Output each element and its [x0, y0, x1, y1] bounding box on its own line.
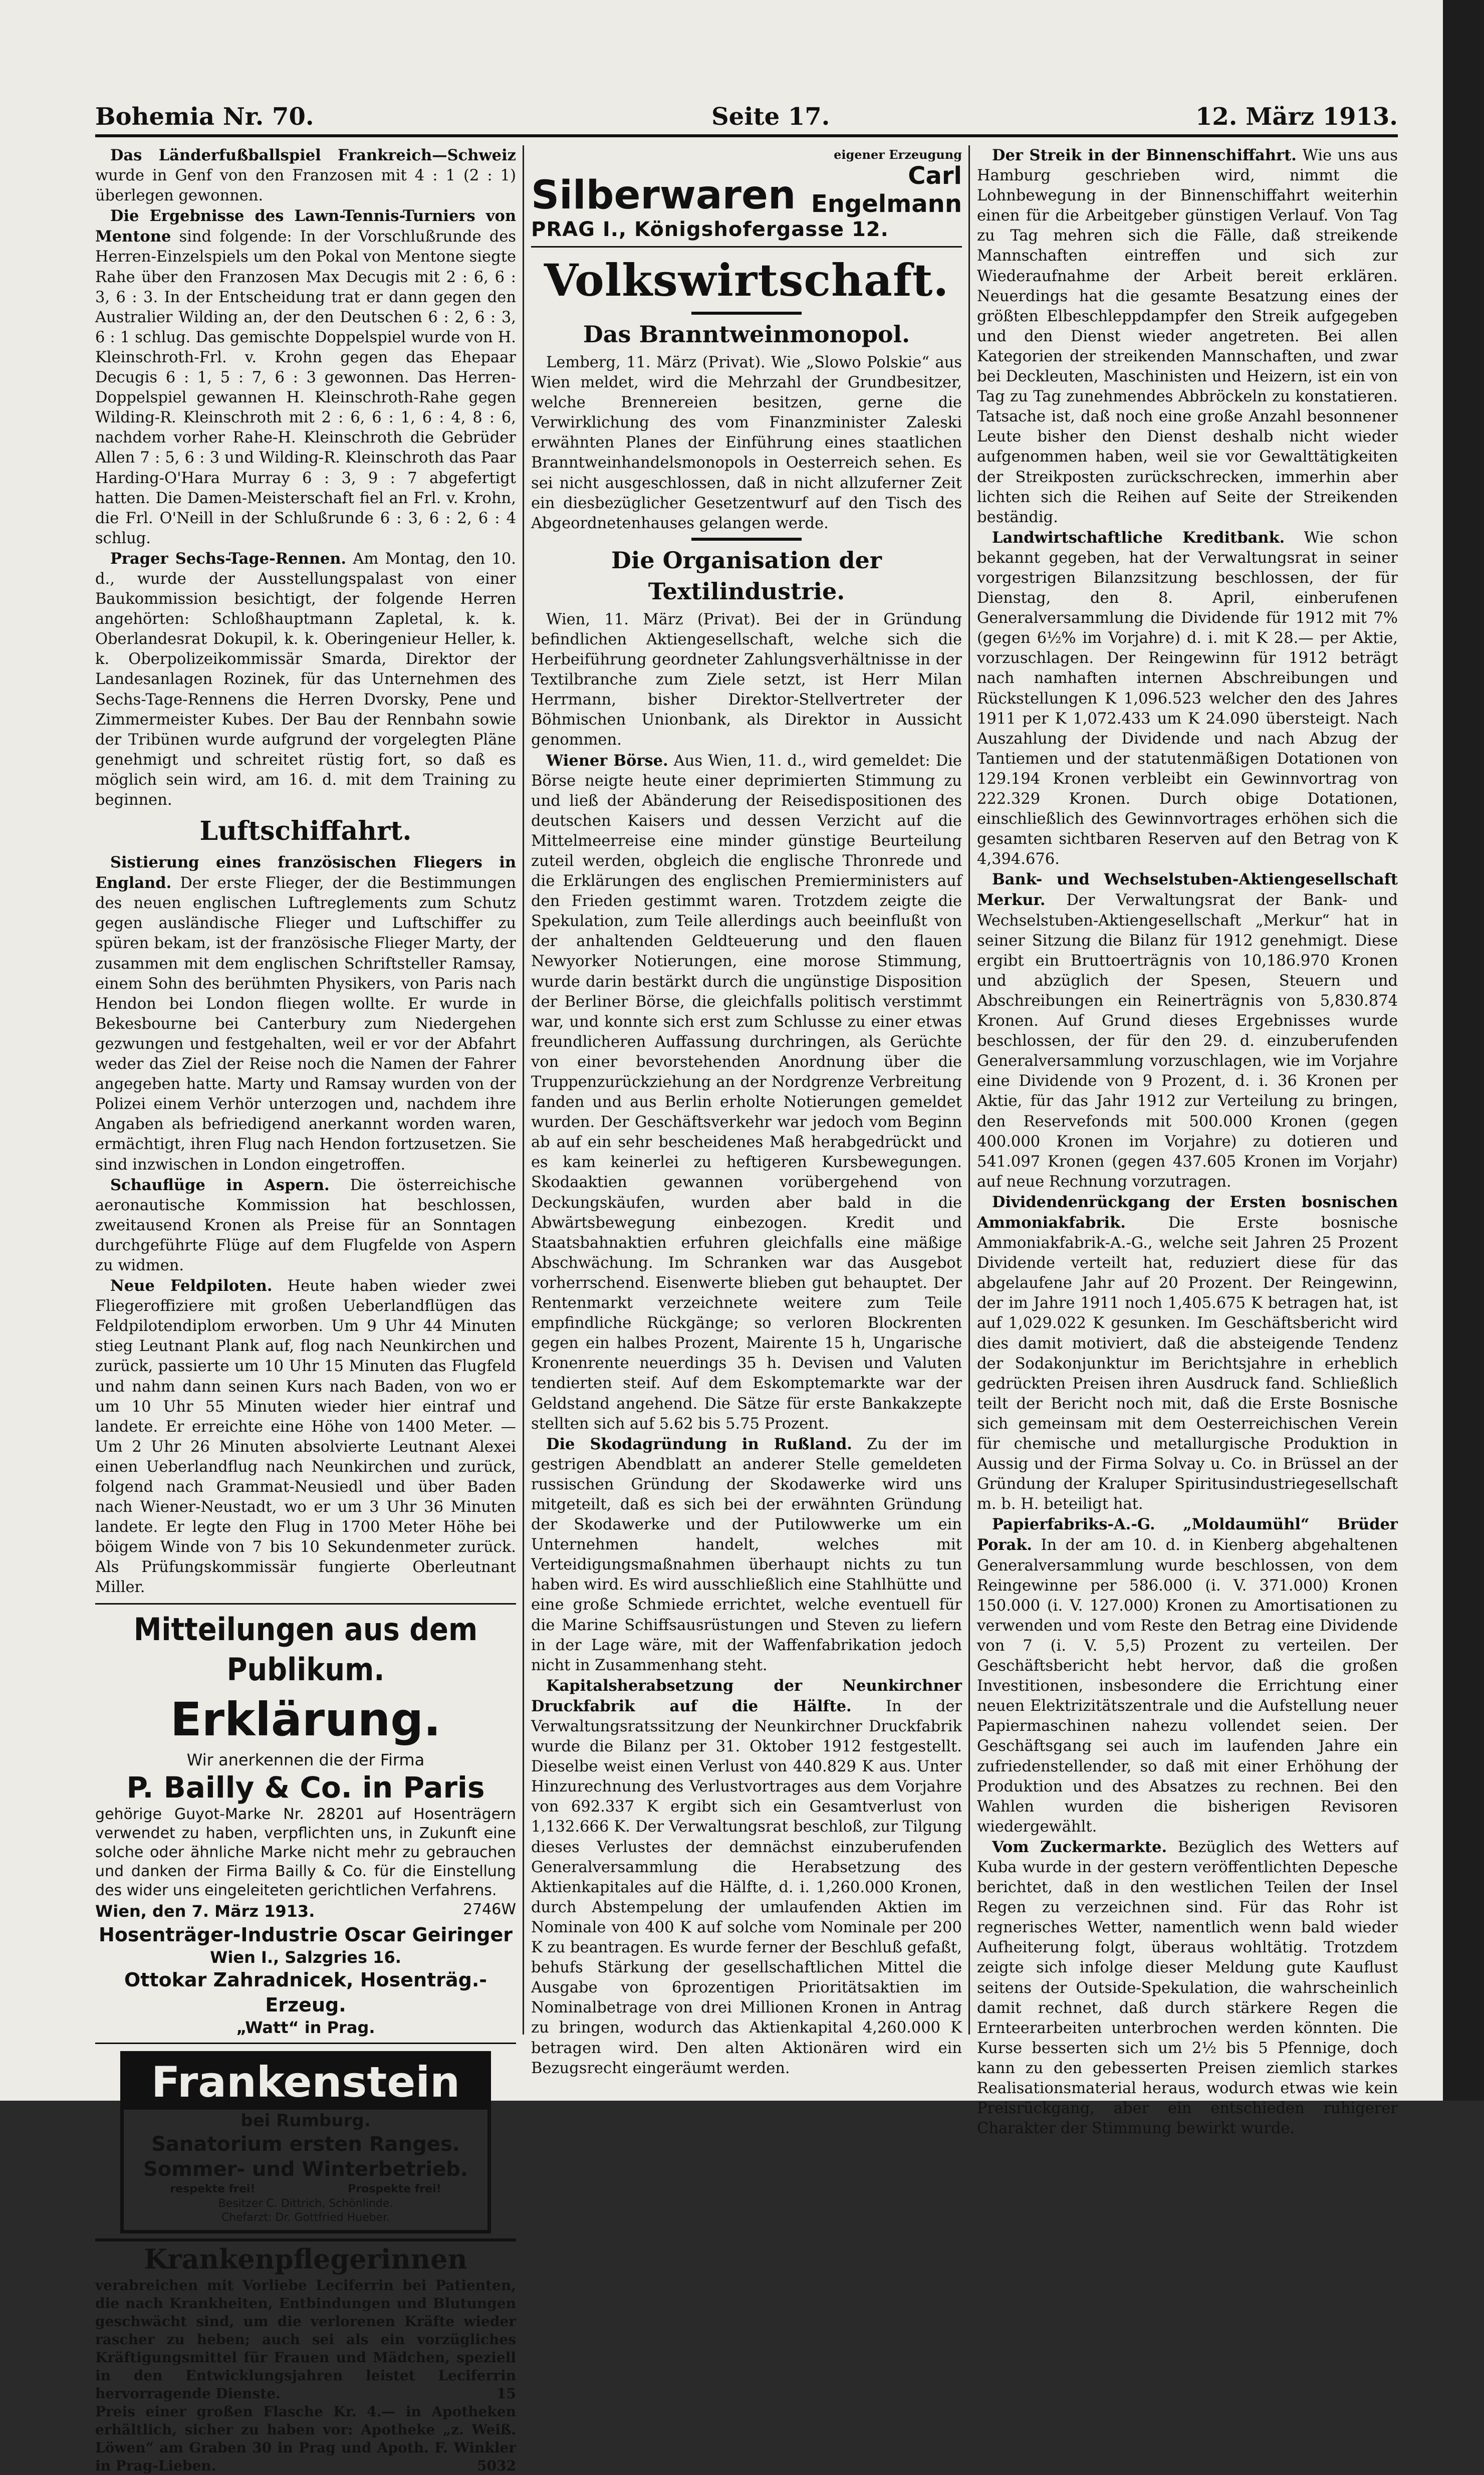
ad-text: gehörige Guyot-Marke Nr. 28201 auf Hosenträgern verwendet zu haben, verpflichten uns, in Zukunft eine solche oder ähnliche Marke nicht mehr zu gebrauchen und danken der Firma Bailly & Co. für die Einstellung des wider uns eingeleiteten gerichtlichen Verfahrens. 2746W — [95, 1805, 516, 1918]
ad-line: Sanatorium ersten Ranges. — [151, 2132, 460, 2156]
article-lead: Der Streik in der Binnenschiffahrt. — [992, 146, 1297, 164]
ad-heading: Krankenpflegerinnen — [95, 2238, 516, 2277]
article-paragraph — [531, 1676, 962, 2079]
ad-address: PRAG I., Königshofergasse 12. — [531, 218, 889, 241]
article-heading: Die Organisation der Textilindustrie. — [611, 546, 882, 605]
page-header — [95, 103, 1398, 138]
ad-signature-address: „Watt“ in Prag. — [236, 2017, 375, 2037]
column-divider — [523, 145, 524, 2035]
article-paragraph — [531, 751, 962, 1434]
article-paragraph — [95, 1175, 516, 1276]
column-divider — [968, 145, 970, 2035]
article-lead: Kapitalsherabsetzung der Neunkirchner Druckfabrik auf die Hälfte. — [531, 1676, 962, 1715]
article-text: Zu der im gestrigen Abendblatt an anderer Stelle gemeldeten russischen Gründung der Skodawerke wird uns mitgeteilt, daß es sich bei der erwähnten Gründung der Skodawerke und der Putilowwerke um ein Unternehmen handelt, welches mit Verteidigungsmaßnahmen überhaupt nichts zu tun haben wird. Es wird ausschließlich eine Stahlhütte und eine große Schmiede errichtet, welche eventuell für die Marine Schiffsausrüstungen und Steven zu liefern in der Lage wäre, mit der Waffenfabrikation jedoch nicht in Zusammenhang steht. — [531, 1435, 962, 1674]
article-lead: Bank- und Wechselstuben-Aktiengesellschaft Merkur. — [977, 870, 1398, 910]
article-text: sind folgende: In der Vorschlußrunde des Herren-Einzelspiels um den Pokal von Mentone siegte Rahe über den Franzosen Max Decugis mit 2 : 6, 6 : 3, 6 : 3. In der Entscheidung trat er dann gegen den Australier Wilding an, der den Deutschen 6 : 2, 6 : 3, 6 : 1 schlug. Das gemischte Doppelspiel wurde von H. Kleinschroth-Frl. v. Krohn gegen das Ehepaar Decugis 6 : 1, 5 : 7, 6 : 3 gewonnen. Das Herren-Doppelspiel gewannen H. Kleinschroth-Rahe gegen Wilding-R. Kleinschroth mit 2 : 6, 6 : 1, 6 : 4, 8 : 6, nachdem vorher Rahe-H. Kleinschroth die Gebrüder Allen 7 : 5, 6 : 3 und Wilding-R. Kleinschroth das Paar Harding-O'Hara Murray 6 : 3, 9 : 7 abgefertigt hatten. Die Damen-Meisterschaft fiel an Frl. v. Krohn, die Frl. O'Neill in der Schlußrunde 6 : 3, 6 : 2, 6 : 4 schlug. — [95, 228, 516, 547]
section-heading: Mitteilungen aus dem Publikum. — [133, 1611, 478, 1688]
article-lead: Papierfabriks-A.-G. „Moldaumühl“ Brüder Porak. — [977, 1515, 1398, 1554]
ad-code: 2746W — [462, 1900, 516, 1918]
article-lead: Prager Sechs-Tage-Rennen. — [110, 549, 347, 568]
scan-border — [1443, 0, 1484, 2101]
article-text: Bezüglich des Wetters auf Kuba wurde in der gestern veröffentlichten Depesche berichtet, daß in den westlichen Teilen der Insel Regen zu verzeichnen sind. Für das Rohr ist regnerisches Wetter, namentlich wenn bald wieder Aufheiterung folgt, überaus wohltätig. Trotzdem zeigte sich infolge dieser Meldung gute Kauflust seitens der Outside-Spekulation, die wahrscheinlich damit rechnet, daß durch stärkere Regen die Ernteerarbeiten unterbrochen werden könnten. Die Kurse besserten sich um 2½ bis 5 Pfennige, doch kann zu den gebesserten Preisen ziemlich starkes Realisationsmaterial heraus, wodurch etwas wie kein Preisrückgang, aber ein entschieden ruhigerer Charakter der Stimmung bewirkt wurde. — [977, 1838, 1398, 2138]
article-paragraph — [977, 145, 1398, 528]
ad-signature: Ottokar Zahradnicek, Hosenträg.-Erzeug. — [124, 1968, 487, 2016]
article-text: wurde in Genf von den Franzosen mit 4 : 1 (2 : 1) überlegen gewonnen. — [95, 167, 516, 205]
ad-line: Besitzer C. Dittrich, Schönlinde. — [218, 2197, 393, 2210]
header-rule — [95, 134, 1398, 137]
article-lead: Dividendenrückgang der Ersten bosnischen Ammoniakfabrik. — [977, 1193, 1398, 1232]
ad-title: Silberwaren — [531, 173, 796, 218]
ad-text: Preis einer großen Flasche Kr. 4.— in Apotheken erhältlich, sicher zu haben vor: Apotheke „z. Weiß. Löwen“ am Graben 30 in Prag und Apoth. F. Winkler in Prag-Lieben. 5032 — [95, 2403, 516, 2474]
header-date: 12. März 1913. — [1195, 103, 1398, 131]
ad-firm: Carl Engelmann — [811, 162, 962, 218]
column-left — [95, 145, 517, 2474]
ad-signature: Hosenträger-Industrie Oscar Geiringer — [99, 1923, 513, 1946]
article-paragraph — [977, 1514, 1398, 1837]
ad-code: 15 — [497, 2385, 516, 2402]
article-lead: Das Länderfußballspiel Frankreich—Schweiz — [110, 146, 516, 164]
divider — [95, 2043, 516, 2044]
ad-line: eigener Erzeugung — [834, 147, 962, 162]
ad-block — [95, 1750, 516, 1805]
ad-line: bei Rumburg. — [240, 2110, 371, 2131]
article-lead: Die Ergebnisse des Lawn-Tennis-Turniers von Mentone — [95, 207, 516, 246]
ad-code: 5032 — [477, 2457, 516, 2474]
article-paragraph — [977, 869, 1398, 1192]
header-page-number: Seite 17. — [711, 103, 830, 131]
ad-firm: P. Bailly & Co. in Paris — [126, 1770, 485, 1805]
ad-heading: Erklärung. — [170, 1692, 441, 1746]
article-paragraph: Lemberg, 11. März (Privat). Wie „Slowo Polskie“ aus Wien meldet, wird die Mehrzahl der Grundbesitzer, welche Brennereien besitzen, gerne die Verwirklichung des vom Finanzminister Zaleski erwähnten Planes der Einführung eines staatlichen Branntweinhandelsmonopols in Oesterreich sehen. Es sei nicht ausgeschlossen, daß in nicht allzuferner Zeit ein diesbezüglicher Gesetzentwurf auf den Tisch des Abgeordnetenhauses gelangen werde. — [531, 354, 962, 532]
ad-line: Sommer- und Winterbetrieb. — [143, 2157, 468, 2181]
article-text: Die österreichische aeronautische Kommission hat beschlossen, zweitausend Kronen als Preise für an Sonntagen durchgeführte Flüge auf dem Flugfelde von Aspern zu widmen. — [95, 1176, 517, 1274]
ad-title: Frankenstein — [124, 2055, 487, 2110]
article-paragraph — [95, 145, 516, 206]
silverware-ad — [531, 145, 962, 248]
article-paragraph — [95, 549, 516, 810]
article-lead: Landwirtschaftliche Kreditbank. — [992, 528, 1285, 547]
section-heading: Volkswirtschaft. — [544, 254, 949, 306]
article-text: Heute haben wieder zwei Fliegeroffiziere mit großen Ueberlandflügen das Feldpilotendiplom erworben. Um 9 Uhr 44 Minuten stieg Leutnant Plank auf, flog nach Neunkirchen und zurück, passierte um 10 Uhr 15 Minuten das Flugfeld und nahm dann seinen Kurs nach Baden, von wo er um 10 Uhr 55 Minuten wieder hier eintraf und landete. Er erreichte eine Höhe von 1400 Meter. — Um 2 Uhr 26 Minuten absolvierte Leutnant Alexei einen Ueberlandflug nach Neunkirchen und zurück, folgend nach Grammat-Neusiedl und über Baden nach Wiener-Neustadt, wo er um 3 Uhr 36 Minuten landete. Er legte den Flug in 1700 Meter Höhe bei böigem Winde von 7 bis 10 Sekundenmeter zurück. Als Prüfungskommissär fungierte Oberleutnant Miller. — [95, 1277, 516, 1597]
article-lead: Vom Zuckermarkte. — [992, 1838, 1167, 1856]
article-text: Der Verwaltungsrat der Bank- und Wechselstuben-Aktiengesellschaft „Merkur“ hat in seiner Sitzung die Bilanz für 1912 genehmigt. Diese ergibt ein Bruttoerträgnis von 10,186.970 Kronen und abzüglich der Spesen, Steuern und Abschreibungen ein Reinerträgnis von 5,830.874 Kronen. Auf Grund dieses Ergebnisses wurde beschlossen, der für den 29. d. einzuberufenden Generalversammlung vorzuschlagen, wie im Vorjahre eine Dividende von 9 Prozent, d. i. 36 Kronen per Aktie, für das Jahr 1912 zur Verteilung zu bringen, den Reservefonds mit 500.000 Kronen (gegen 400.000 Kronen im Vorjahre) zu dotieren und 541.097 Kronen (gegen 437.605 Kronen im Vorjahr) auf neue Rechnung vorzutragen. — [977, 891, 1398, 1191]
article-paragraph — [977, 528, 1398, 870]
article-paragraph — [531, 1434, 962, 1676]
article-text: Wie schon bekannt gegeben, hat der Verwaltungsrat in seiner vorgestrigen Bilanzsitzung beschlossen, der für Dienstag, den 8. April, einberufenen Generalversammlung die Dividende für 1912 mit 7% (gegen 6½% im Vorjahre) d. i. mit K 28.— per Aktie, vorzuschlagen. Der Reingewinn für 1912 beträgt nach namhaften internen Abschreibungen und Rückstellungen K 1,096.523 welcher den des Jahres 1911 per K 1,072.433 um K 24.090 übersteigt. Nach Auszahlung der Dividende und nach Abzug der Tantiemen und der statutenmäßigen Dotationen von 129.194 Kronen verbleibt ein Gewinnvortrag von 222.329 Kronen. Durch obige Dotationen, einschließlich des Gewinnvortrages erhöhen sich die gesamten sichtbaren Reserven auf den Betrag von K 4,394.676. — [977, 529, 1398, 868]
frankenstein-ad — [120, 2051, 491, 2233]
ad-text: verabreichen mit Vorliebe Leciferrin bei Patienten, die nach Krankheiten, Entbindungen und Blutungen geschwächt sind, um die verlorenen Kräfte wieder rascher zu heben; auch sei als ein vorzügliches Kräftigungsmittel für Frauen und Mädchen, speziell in den Entwicklungsjahren leistet Leciferrin hervorragende Dienste. 15 — [95, 2277, 516, 2402]
article-paragraph — [977, 1837, 1398, 2139]
article-lead: Wiener Börse. — [546, 751, 668, 770]
ad-line: Wir anerkennen die der Firma — [186, 1750, 425, 1769]
article-lead: Sistierung eines französischen Fliegers in England. — [95, 853, 516, 892]
ad-line: Chefarzt: Dr. Gottfried Hueber. — [221, 2211, 390, 2224]
article-paragraph — [95, 206, 516, 549]
article-text: Am Montag, den 10. d., wurde der Ausstellungspalast von einer Baukommission besichtigt, der folgende Herren angehörten: Schloßhauptmann Zapletal, k. k. Oberlandesrat Dokupil, k. k. Oberingenieur Heller, k. k. Oberpolizeikommissär Smarda, Direktor der Landesanlagen Rozinek, für das Unternehmen des Sechs-Tage-Rennens die Herren Dvorsky, Pene und Zimmermeister Kubes. Der Bau der Rennbahn sowie der Tribünen wurde aufgrund der vorgelegten Pläne genehmigt und schreitet rüstig fort, so daß es möglich sein wird, am 16. d. mit dem Training zu beginnen. — [95, 550, 517, 809]
column-right — [977, 145, 1398, 2138]
divider — [95, 1603, 516, 1605]
article-text: Die Erste bosnische Ammoniakfabrik-A.-G., welche seit Jahren 25 Prozent Dividende verteilt hat, reduziert diese für das abgelaufene Jahr auf 20 Prozent. Der Reingewinn, der im Jahre 1911 noch 1,405.675 K betragen hat, ist auf 1,029.022 K gesunken. Im Geschäftsbericht wird dies damit motiviert, daß die absteigende Tendenz der Sodakonjunktur im Berichtsjahre in erheblich gedrückten Preisen ihren Ausdruck fand. Schließlich teilt der Bericht noch mit, daß die Erste Bosnische sich gemeinsam mit dem Oesterreichischen Verein für chemische und metallurgische Produktion in Aussig und der Firma Solvay u. Co. in Brüssel an der Gründung der Kraluper Spiritusindustriegesellschaft m. b. H. beteiligt hat. — [977, 1214, 1398, 1513]
article-text: Aus Wien, 11. d., wird gemeldet: Die Börse neigte heute einer deprimierten Stimmung zu und ließ der Abänderung der Reisedispositionen des deutschen Kaisers und dessen Verzicht auf die Mittelmeerreise eine minder günstige Beurteilung zuteil werden, obgleich die englische Thronrede und die Erklärungen des englischen Premierministers auf den Frieden gestimmt waren. Trotzdem zeigte die Spekulation, zum Teile allerdings auch beeinflußt von der anhaltenden Geldteuerung und den flauen Newyorker Notierungen, eine morose Stimmung, wurde darin bestärkt durch die ungünstige Disposition der Berliner Börse, die gleichfalls politisch verstimmt war, und konnte sich erst zum Schlusse zu einer etwas freundlicheren Auffassung durchringen, als Gerüchte von einer bevorstehenden Anordnung über die Truppenzurückziehung an der Nordgrenze Verbreitung fanden und aus Berlin erholte Notierungen gemeldet wurden. Der Geschäftsverkehr war jedoch vom Beginn ab auf ein sehr bescheidenes Maß herabgedrückt und es kam keinerlei zu heftigeren Kursbewegungen. Skodaaktien gewannen vorübergehend von Deckungskäufen, wurden aber bald in die Abwärtsbewegung einbezogen. Kredit und Staatsbahnaktien erfuhren gleichfalls eine mäßige Abschwächung. Im Schranken war das Ausgebot vorherrschend. Eisenwerte blieben gut behauptet. Der Rentenmarkt verzeichnete weitere zum Teile empfindliche Rückgänge; so verloren Blockrenten gegen ein halbes Prozent, Mairente 15 h, Ungarische Kronenrente neuerdings 35 h. Devisen und Valuten tendierten steif. Auf dem Eskomptemarkte war der Geldstand angehend. Die Sätze für erste Bankakzepte stellten sich auf 5.62 bis 5.75 Prozent. — [531, 752, 962, 1433]
divider — [691, 312, 802, 315]
ad-signature-address: Wien I., Salzgries 16. — [210, 1947, 401, 1967]
ad-date: Wien, den 7. März 1913. — [95, 1901, 315, 1921]
article-paragraph: Wien, 11. März (Privat). Bei der in Gründung befindlichen Aktiengesellschaft, welche sich die Herbeiführung geordneter Zahlungsverhältnisse in der Textilbranche zum Ziele setzt, ist Herr Milan Herrmann, bisher Direktor-Stellvertreter der Böhmischen Unionbank, als Direktor in Aussicht genommen. — [531, 610, 962, 749]
ad-line: respekte frei! Prospekte frei! — [170, 2182, 441, 2195]
article-lead: Die Skodagründung in Rußland. — [546, 1435, 852, 1453]
article-heading: Das Branntweinmonopol. — [583, 321, 910, 348]
article-lead: Neue Feldpiloten. — [110, 1277, 273, 1295]
article-paragraph — [95, 1276, 516, 1598]
article-paragraph — [95, 852, 516, 1175]
article-text: In der am 10. d. in Kienberg abgehaltenen Generalversammlung wurde beschlossen, von dem Reingewinne per 586.000 (i. V. 371.000) Kronen 150.000 (i. V. 127.000) Kronen zu Amortisationen zu verwenden und vom Reste den Betrag eine Dividende von 7 (i. V. 5,5) Prozent zu verteilen. Der Geschäftsbericht hebt hervor, daß die großen Investitionen, insbesondere die Errichtung einer neuen Elektrizitätszentrale und die Aufstellung neuer Papiermaschinen nahezu vollendet seien. Der Geschäftsgang sei auch im laufenden Jahre ein zufriedenstellender, so daß mit einer Erhöhung der Produktion und des Absatzes zu rechnen. Bei den Wahlen wurden die bisherigen Revisoren wiedergewählt. — [977, 1536, 1398, 1836]
section-heading: Luftschiffahrt. — [199, 816, 412, 847]
column-middle — [531, 145, 962, 2077]
article-paragraph — [977, 1192, 1398, 1515]
article-text: Wie uns aus Hamburg geschrieben wird, nimmt die Lohnbewegung in der Binnenschiffahrt weiterhin einen für die Arbeitgeber günstigen Verlauf. Von Tag zu Tag mehren sich die Fälle, daß streikende Mannschaften eintreffen und sich zur Wiederaufnahme der Arbeit bereit erklären. Neuerdings hat die gesamte Besatzung eines der größten Elbeschleppdampfer den Streik aufgegeben und den Dienst wieder angetreten. Bei allen Kategorien der streikenden Mannschaften, und zwar bei Deckleuten, Maschinisten und Heizern, ist ein von Tag zu Tag zunehmendes Abbröckeln zu konstatieren. Tatsache ist, daß noch eine große Anzahl besonnener Leute bisher den Dienst deshalb nicht wieder aufgenommen haben, weil sie vor Gewalttätigkeiten der Streikposten zurückschrecken, immerhin aber lichten sich die Reihen auf Seite der Streikenden beständig. — [977, 147, 1398, 526]
article-text: In der Verwaltungsratssitzung der Neunkirchner Druckfabrik wurde die Bilanz per 31. Oktober 1912 festgestellt. Dieselbe weist einen Verlust von 440.829 K aus. Unter Hinzurechnung des Verlustvortrages aus dem Vorjahre von 692.337 K ergibt sich ein Gesamtverlust von 1,132.666 K. Der Verwaltungsrat beschloß, zur Tilgung dieses Verlustes der demnächst einzuberufenden Generalversammlung die Herabsetzung des Aktienkapitales auf die Hälfte, d. i. 1,260.000 Kronen, durch Abstempelung der umlaufenden Aktien im Nominale von 400 K auf solche vom Nominale per 200 K zu beantragen. Es wurde ferner der Beschluß gefaßt, behufs Stärkung der gesellschaftlichen Mittel die Ausgabe von 6prozentigen Prioritätsaktien im Nominalbetrage von drei Millionen Kronen in Antrag zu bringen, wodurch das Aktienkapital 4,260.000 K betragen wird. Den alten Aktionären wird ein Bezugsrecht eingeräumt werden. — [531, 1697, 962, 2077]
article-text: Der erste Flieger, der die Bestimmungen des neuen englischen Luftreglements zum Schutz gegen ausländische Flieger und Luftschiffer zu spüren bekam, ist der französische Flieger Marty, der zusammen mit dem englischen Schriftsteller Ramsay, einem Sohn des berühmten Physikers, von Paris nach Hendon bei London fliegen wollte. Er wurde in Bekesbourne bei Canterbury zum Niedergehen gezwungen und festgehalten, weil er vor der Abfahrt weder das Ziel der Reise noch die Namen der Fahrer angegeben hatte. Marty und Ramsay wurden von der Polizei einem Verhör unterzogen und, nachdem ihre Angaben als befriedigend anerkannt worden waren, ermächtigt, ihren Flug nach Hendon fortzusetzen. Sie sind inzwischen in London eingetroffen. — [95, 874, 516, 1174]
header-issue: Bohemia Nr. 70. — [95, 103, 314, 131]
article-lead: Schauflüge in Aspern. — [110, 1176, 330, 1194]
divider — [691, 538, 802, 541]
